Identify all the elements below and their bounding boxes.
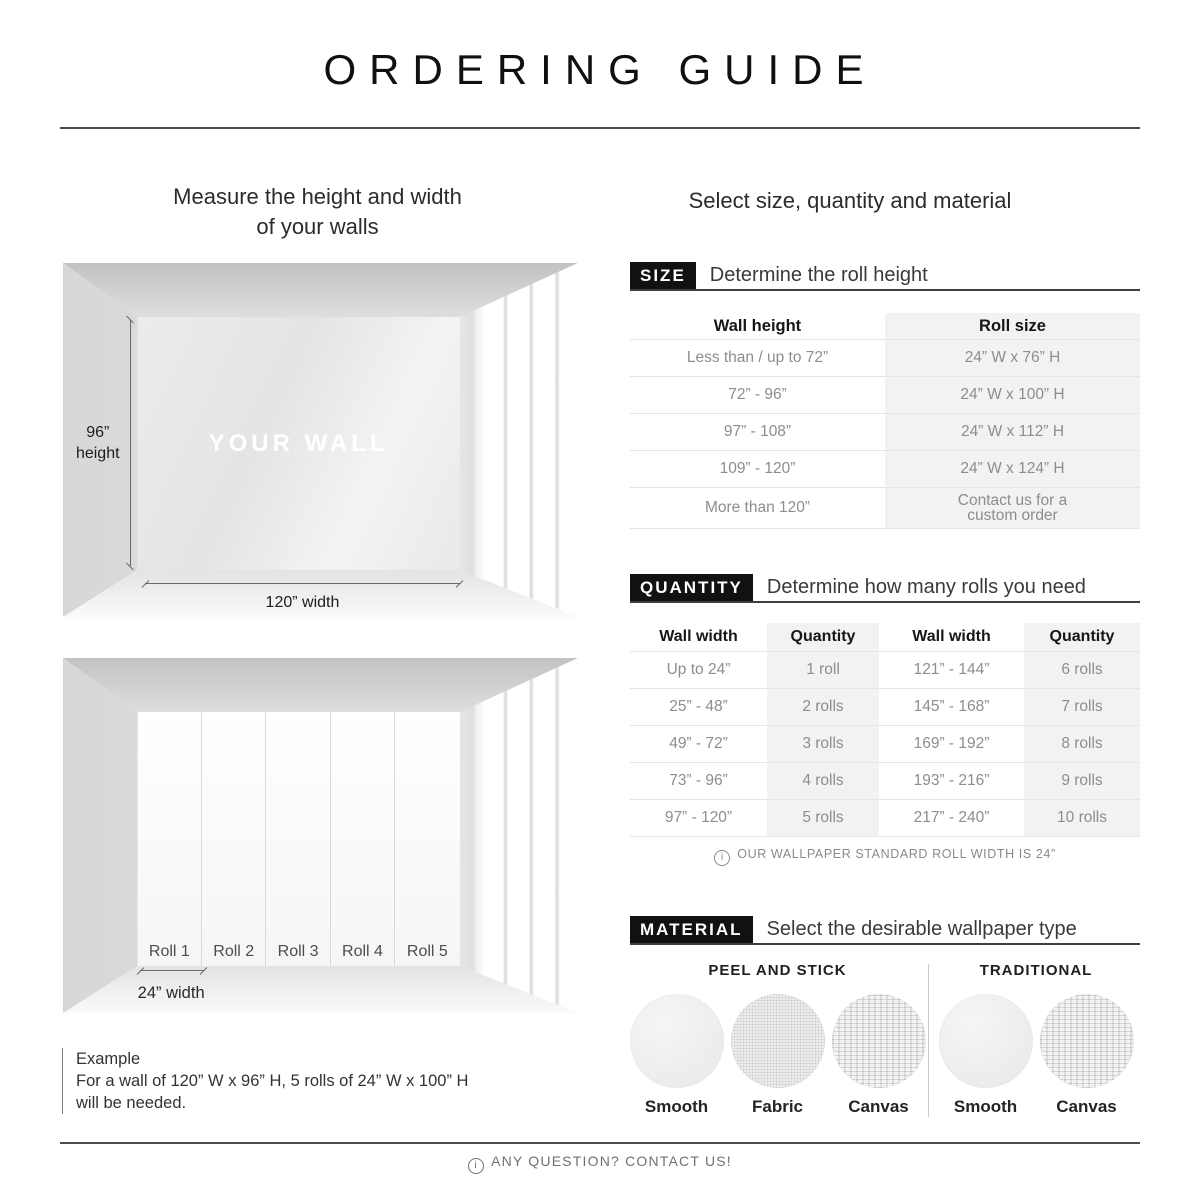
table-cell: More than 120” [704, 499, 811, 516]
swatch-canvas [1040, 994, 1134, 1117]
column-header: Quantity [1024, 623, 1140, 651]
example-line2: will be needed. [76, 1094, 187, 1112]
column-header: Wall width [912, 628, 991, 645]
table-cell: 24” W x 124” H [885, 451, 1140, 487]
table-cell: 121” - 144” [913, 661, 990, 678]
table-cell: 8 rolls [1024, 726, 1140, 762]
table-cell: Contact us for a custom order [885, 488, 1140, 528]
measure-heading-line1: Measure the height and width [173, 184, 462, 209]
material-subtitle: Select the desirable wallpaper type [766, 918, 1077, 940]
top-divider [60, 127, 1140, 129]
info-icon: i [468, 1158, 484, 1174]
table-cell: 9 rolls [1024, 763, 1140, 799]
column-header-wall-height: Wall height [713, 316, 802, 335]
your-wall-label: YOUR WALL [208, 429, 389, 457]
roll-width-dimension-line [140, 970, 203, 971]
table-cell: 1 roll [767, 652, 879, 688]
roll-width-note [630, 847, 1140, 866]
table-row [630, 340, 1140, 377]
table-row [630, 488, 1140, 529]
table-cell: Up to 24” [666, 661, 731, 678]
roll-width-note-text: OUR WALLPAPER STANDARD ROLL WIDTH IS 24” [737, 847, 1056, 861]
swatch-smooth [630, 994, 724, 1117]
table-cell: 4 rolls [767, 763, 879, 799]
table-cell: 5 rolls [767, 800, 879, 836]
footer-divider [60, 1142, 1140, 1144]
quantity-badge: QUANTITY [630, 574, 753, 601]
swatch-label: Fabric [751, 1097, 804, 1116]
swatch-fabric [731, 994, 825, 1117]
swatch-label: Smooth [953, 1097, 1018, 1116]
size-section-header [630, 262, 1140, 291]
table-cell: 97” - 108” [723, 423, 792, 440]
measure-heading-line2: of your walls [256, 214, 379, 239]
table-row [630, 800, 1140, 837]
size-subtitle: Determine the roll height [709, 264, 928, 286]
material-group-traditional [932, 962, 1140, 1117]
table-row [630, 451, 1140, 488]
table-cell: 145” - 168” [913, 698, 990, 715]
swatch-smooth [939, 994, 1033, 1117]
table-cell: 25” - 48” [669, 698, 728, 715]
roll-panels [138, 712, 460, 965]
table-cell: 24” W x 76” H [885, 340, 1140, 376]
swatch-row [630, 994, 925, 1117]
table-row [630, 377, 1140, 414]
table-cell: 97” - 120” [664, 809, 733, 826]
roll-panel [395, 712, 459, 965]
quantity-subtitle: Determine how many rolls you need [766, 576, 1086, 598]
table-row [630, 689, 1140, 726]
your-wall-panel [138, 317, 460, 570]
roll-panel [138, 712, 202, 965]
roll-label: Roll 3 [277, 942, 319, 960]
width-dimension-line [145, 583, 459, 584]
roll-label: Roll 4 [342, 942, 383, 960]
roll-label: Roll 1 [148, 942, 190, 960]
measure-heading [60, 182, 575, 242]
material-group-name: PEEL AND STICK [708, 962, 847, 979]
swatch-label: Canvas [848, 1097, 909, 1116]
swatch-row [932, 994, 1140, 1117]
footer-note-text: ANY QUESTION? CONTACT US! [491, 1153, 732, 1169]
example-line1: For a wall of 120” W x 96” H, 5 rolls of 24” W x 100” H [76, 1072, 469, 1090]
example-title: Example [76, 1050, 141, 1068]
table-cell: 24” W x 112” H [885, 414, 1140, 450]
swatch-label: Canvas [1056, 1097, 1117, 1116]
table-cell: 193” - 216” [913, 772, 990, 789]
column-header: Quantity [767, 623, 879, 651]
table-cell: 73” - 96” [669, 772, 728, 789]
material-group-name: TRADITIONAL [979, 962, 1093, 979]
swatch-canvas [832, 994, 926, 1117]
roll-width-dimension-label: 24” width [137, 983, 205, 1002]
size-badge: SIZE [630, 262, 696, 289]
roll-label: Roll 5 [406, 942, 448, 960]
room-illustration-rolls [63, 658, 578, 1013]
column-header: Wall width [659, 628, 738, 645]
table-row [630, 726, 1140, 763]
example-note [62, 1048, 596, 1114]
footer-note [0, 1153, 1200, 1174]
roll-panel [266, 712, 330, 965]
roll-panel [331, 712, 395, 965]
table-cell: 109” - 120” [719, 460, 796, 477]
size-section [630, 262, 1140, 529]
table-cell: 24” W x 100” H [885, 377, 1140, 413]
material-section-header [630, 916, 1140, 945]
room-illustration-measure [63, 263, 578, 617]
page-title: ORDERING GUIDE [323, 46, 877, 93]
table-row [630, 414, 1140, 451]
table-cell: 2 rolls [767, 689, 879, 725]
material-section [630, 916, 1140, 1117]
column-header-roll-size: Roll size [885, 313, 1140, 339]
height-dimension-label: 96” height [75, 424, 120, 463]
fabric-texture-swatch-icon [731, 994, 825, 1088]
smooth-texture-swatch-icon [630, 994, 724, 1088]
table-cell: 217” - 240” [913, 809, 990, 826]
table-header-row [630, 313, 1140, 340]
canvas-texture-swatch-icon [1040, 994, 1134, 1088]
canvas-texture-swatch-icon [832, 994, 926, 1088]
info-icon: i [714, 850, 730, 866]
size-table [630, 313, 1140, 529]
table-cell: 7 rolls [1024, 689, 1140, 725]
quantity-section-header [630, 574, 1140, 603]
roll-panel [202, 712, 266, 965]
table-row [630, 652, 1140, 689]
select-heading: Select size, quantity and material [688, 188, 1012, 213]
width-dimension-label: 120” width [265, 593, 340, 611]
table-cell: 169” - 192” [913, 735, 990, 752]
table-cell: 49” - 72” [669, 735, 728, 752]
table-cell: 72” - 96” [728, 386, 787, 403]
table-cell: 3 rolls [767, 726, 879, 762]
smooth-texture-swatch-icon [939, 994, 1033, 1088]
material-groups [630, 962, 1140, 1117]
table-cell: Less than / up to 72” [686, 349, 829, 366]
roll-label: Roll 2 [213, 942, 255, 960]
table-header-row [630, 623, 1140, 652]
material-group-peel-and-stick [630, 962, 925, 1117]
table-row [630, 763, 1140, 800]
table-cell: 10 rolls [1024, 800, 1140, 836]
quantity-table [630, 623, 1140, 837]
material-badge: MATERIAL [630, 916, 753, 943]
material-group-divider [928, 964, 929, 1117]
quantity-section [630, 574, 1140, 837]
swatch-label: Smooth [644, 1097, 709, 1116]
table-cell: 6 rolls [1024, 652, 1140, 688]
